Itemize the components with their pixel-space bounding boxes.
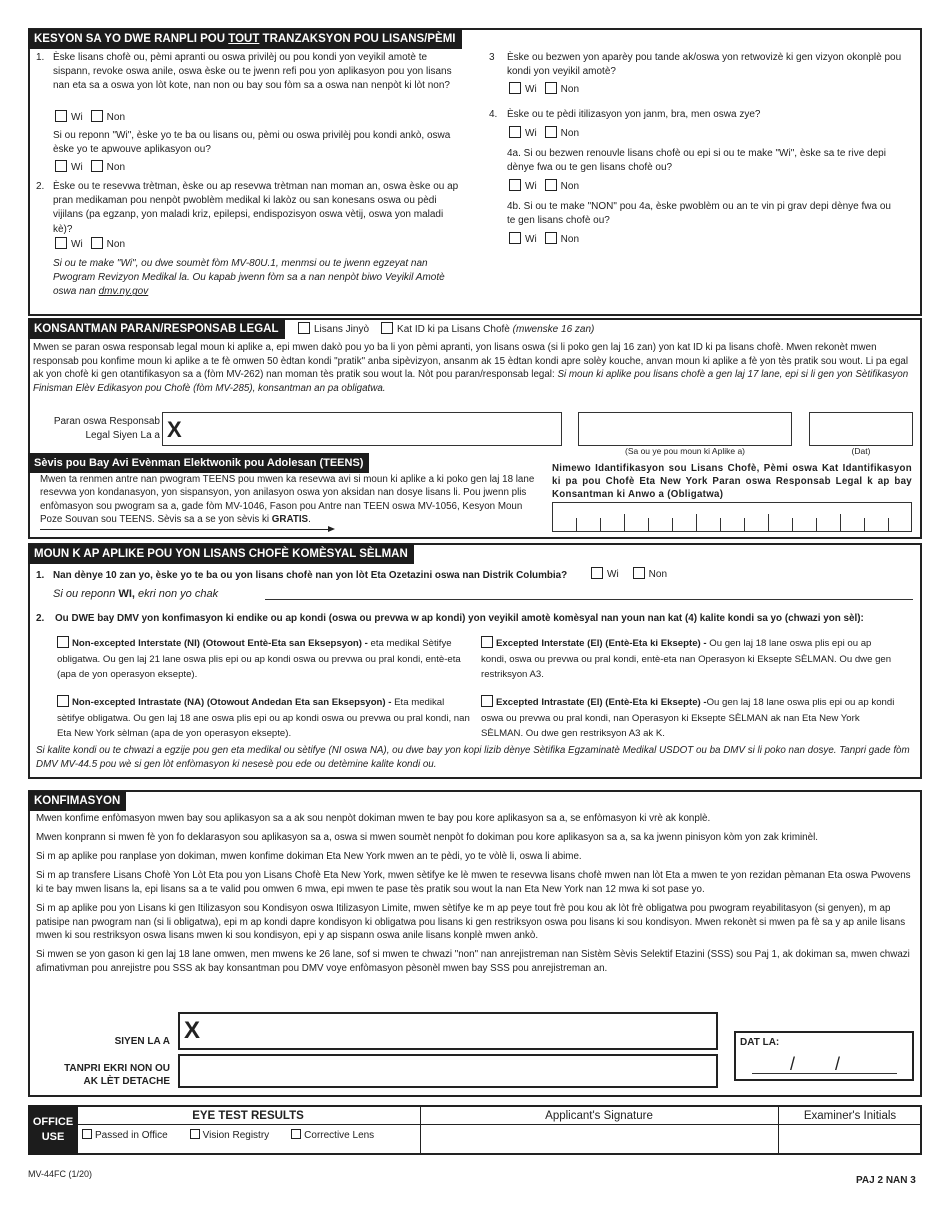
passed-in-office-checkbox[interactable]: [82, 1129, 92, 1139]
teens-arrow: [40, 529, 330, 530]
cdl-q1-no-checkbox[interactable]: [633, 567, 645, 579]
q3-answer: [509, 82, 579, 97]
relationship-label: (Sa ou ye pou moun ki Aplike a): [624, 446, 745, 456]
q2-answer: [55, 237, 125, 252]
q3-yes-checkbox[interactable]: [509, 82, 521, 94]
cdl-q1-answer: [591, 567, 667, 582]
parent-signature-label: Paran oswa Responsab Legal Siyen La a: [53, 416, 160, 442]
office-use-label: [28, 1105, 78, 1155]
q4b-answer: [509, 232, 579, 247]
signature-x: X: [184, 1017, 201, 1044]
na-checkbox[interactable]: [57, 695, 69, 707]
date-slash-2: /: [835, 1054, 841, 1074]
q2-number: 2.: [36, 181, 45, 192]
q2-yes-checkbox[interactable]: [55, 237, 67, 249]
parent-signature-field[interactable]: [162, 412, 562, 446]
applicant-signature-header: Applicant's Signature: [545, 1110, 653, 1122]
q4-answer: [509, 126, 579, 141]
q1-follow-text: Si ou reponn "Wi", èske yo te ba ou lisans ou, pèmi ou oswa privilèj pou kondi ankò, oswa èske yo te apwouve aplikasyon ou?: [53, 130, 451, 156]
corrective-lens-checkbox[interactable]: [291, 1129, 301, 1139]
q2-no-checkbox[interactable]: [91, 237, 103, 249]
teens-body: Mwen ta renmen antre nan pwogram TEENS pou mwen ka resevwa avi si moun ki aplike a ki poko gen laj 18 lane resevwa yon kondanasyon, yon sispansyon, yon anilasyon oswa yon aksidan nan dosye lisans li. Pou jwenn plis enfòmasyon sou pwogram sa a, gade fòm MV-1046, Fason pou Antre nan TEEN oswa MV-1056, Kesyon Moun Poze Souvan sou TEENS. Sèvis sa a se yon sèvis ki GRATIS.: [40, 474, 535, 525]
consent-body-note: Si moun ki aplike pou lisans chofè a gen laj 17 lane, epi si li gen yon Sètifikasyon Finisman Elèv Edikasyon pou Chofè (fòm MV-285), konsantman an pa obligatwa.: [33, 369, 909, 394]
teens-title: Sèvis pou Bay Avi Evènman Elektwonik pou Adolesan (TEENS): [28, 453, 369, 473]
q4-text: Èske ou te pèdi itilizasyon yon janm, bra, men oswa zye?: [507, 109, 761, 120]
id-digit-divider: [648, 518, 649, 532]
confirm-p2: Mwen konprann si mwen fè yon fo deklarasyon sou aplikasyon sa a, oswa si mwen soumèt nenpòt fo dokiman pou kore aplikasyon sa a, sa ka jwenn pinisyon kòm yon zak kriminèl.: [36, 832, 818, 843]
vision-registry-checkbox[interactable]: [190, 1129, 200, 1139]
consent-body-text: Mwen se paran oswa responsab legal moun ki aplike a, epi mwen dakò pou yo ba li yon pèmi apranti, yon lisans oswa (si li poko gen laj 16 zan) yon kat ID ki pa lisans chofè. Mwen rekonèt mwen responsab pou konfime moun ki aplike a te fè omwen 50 èdtan kondi "pratik" anba sipèvizyon, ansanm ak 15 èdtan kondi apre solèy kouche, anvan moun ki aplike a fè yon tès pratik sou wout. Li pa egal ak yon chofè ki gen otantifikasyon sa a (fòm MV-262) nan moman tès pratik sou wout la. Nòt pou paran/responsab legal:: [33, 342, 909, 381]
dmv-link[interactable]: dmv.ny.gov: [98, 286, 149, 298]
title-part: TRANZAKSYON POU LISANS/PÈMI: [259, 33, 456, 45]
id-digit-divider: [624, 514, 625, 532]
q4a-text: 4a. Si ou bezwen renouvle lisans chofè ou epi si ou te make "Wi", èske sa te rive depi dènye fwa ou te gen lisans chofè ou?: [507, 148, 886, 174]
confirm-p5: Si m ap aplike pou yon Lisans ki gen Itilizasyon sou Kondisyon oswa Itilizasyon Limite, mwen sètifye ke m ap peye tout frè pou kou ak lòt frè obligatwa pou pwogram reyabilitasyon (si genyen), m ap patisipe nan pwogram nan (si li obligatwa), epi m ap kondi dapre kondisyon ki obligatwa pou lisans ki gen restriksyon oswa pou lisans ki sou kondisyon. Mwen rekonèt si mwen pa fè sa y ap anile lisans mwen ki sou restriksyon oswa lisans mwen ki sou kondisyon, epi y ap sispann oswa anile lisans konplè mwen ankò.: [36, 903, 906, 942]
examiner-initials-header: Examiner's Initials: [803, 1110, 897, 1122]
q4a-no-checkbox[interactable]: [545, 179, 557, 191]
eye-test-header: EYE TEST RESULTS: [192, 1110, 304, 1122]
ei-body: Ou gen laj 18 lane oswa plis epi ou ap kondi, oswa ou prevwa ou pral kondi, entè-eta nan Operasyon ki Eksepte SÈLMAN. Ou dwe gen restriksyon A3.: [481, 638, 892, 681]
q1f-no-checkbox[interactable]: [91, 160, 103, 172]
no-label: Non: [648, 569, 668, 580]
id-digit-divider: [744, 518, 745, 532]
id-digit-divider: [888, 518, 889, 532]
confirm-p4: Si m ap transfere Lisans Chofè Yon Lòt Eta pou yon Lisans Chofè Eta New York, mwen sètifye ke lè mwen te resevwa lisans chofè mwen nan lòt Eta a mwen te yon rezidan pèmanan Eta oswa Pwovens ki te bay mwen lisans la, epi lisans sa a te valid pou omwen 6 mwa, epi mwen te pase tès pratik sou wout la nan Eta New York nan 12 mwa ki sot pase yo.: [36, 870, 911, 895]
teens-free: GRATIS: [271, 513, 309, 525]
ei-title: Excepted Interstate (EI) (Entè-Eta ki Eksepte) -: [496, 638, 707, 649]
yes-label: Wi: [71, 112, 83, 123]
no-label: Non: [560, 181, 580, 192]
id-digit-divider: [792, 518, 793, 532]
cdl-title: MOUN K AP APLIKE POU YON LISANS CHOFÈ KOMÈSYAL SÈLMAN: [28, 544, 414, 564]
follow-b: WI,: [118, 588, 135, 600]
print-label-2: AK LÈT DETACHE: [83, 1076, 170, 1087]
no-label: Non: [106, 112, 126, 123]
print-name-label: [40, 1062, 170, 1088]
ni-checkbox[interactable]: [57, 636, 69, 648]
q1-text: Èske lisans chofè ou, pèmi apranti ou oswa privilèj ou pou kondi yon veyikil amotè te sispann, revoke oswa anile, oswa èske ou te jwenn refi pou yon aplikasyon pou yon lisans nan eta sa a oswa yon lòt kote, nan non ou bay sou fòm sa a oswa nan nenpòt ki lòt non?: [53, 52, 452, 92]
cdl-q1-yes-checkbox[interactable]: [591, 567, 603, 579]
confirm-p1: Mwen konfime enfòmasyon mwen bay sou aplikasyon sa a ak sou nenpòt dokiman mwen te bay pou kore aplikasyon sa a, se enfòmasyon ki vrè ak konplè.: [36, 813, 711, 824]
signature-field[interactable]: [178, 1012, 718, 1050]
office-label-2: USE: [41, 1131, 65, 1144]
confirm-date-label: DAT LA:: [740, 1037, 780, 1048]
q3-no-checkbox[interactable]: [545, 82, 557, 94]
id-card-age-note: (mwenske 16 zan): [512, 324, 595, 335]
q1-number: 1.: [36, 52, 45, 63]
consent-options: [298, 322, 594, 337]
sign-here-label: SIYEN LA A: [114, 1036, 170, 1047]
option-ei: [481, 636, 896, 683]
yes-label: Wi: [525, 234, 537, 245]
id-digit-divider: [576, 518, 577, 532]
junior-license-label: Lisans Jinyò: [314, 324, 370, 335]
confirm-p6: Si mwen se yon gason ki gen laj 18 lane omwen, men mwens ke 26 lane, sof si mwen te chwazi "non" nan anrejistreman nan Sistèm Sèvis Selektif Etazini (SSS) sou Paj 1, ak dokiman sa, mwen chwazi afimativman pou anrejistre pou SSS ak bay konsantman pou DMV voye enfòmasyon pèsonèl mwen bay SSS pou anrejistreman an.: [36, 949, 910, 974]
yes-label: Wi: [607, 569, 619, 580]
yes-label: Wi: [525, 181, 537, 192]
consent-date-label: (Dat): [851, 446, 871, 456]
q4b-yes-checkbox[interactable]: [509, 232, 521, 244]
relationship-field[interactable]: [578, 412, 792, 446]
ea-body: Ou gen laj 18 lane oswa plis epi ou ap kondi oswa ou prevwa ou pral kondi, nan Operasyon ki Eksepte SÈLMAN ak nan Eta New York SÈLMAN. Ou dwe gen restriksyon A3 ak K.: [481, 697, 895, 740]
confirm-p3: Si m ap aplike pou ranplase yon dokiman, mwen konfime dokiman Eta New York mwen an te pèdi, yo te vòlè li, oswa li abime.: [36, 851, 582, 862]
q2-note-text: Si ou te make "Wi", ou dwe soumèt fòm MV-80U.1, menmsi ou te jwenn egzeyat nan Pwogram Revizyon Medikal la. Ou kapab jwenn fòm sa a nan nenpòt biwo Veyikil Amotè oswa nan: [53, 258, 445, 298]
q4a-answer: [509, 179, 579, 194]
follow-c: ekri non yo chak: [134, 588, 219, 600]
ni-body: eta medikal Sètifye obligatwa. Ou gen laj 21 lane oswa plis epi ou ap kondi oswa ou prevwa ou pral kondi, entè-eta (apa de yon operasyon eksepte).: [57, 638, 461, 681]
cdl-q1-number: 1.: [36, 570, 45, 581]
yes-label: Wi: [525, 84, 537, 95]
id-digit-divider: [768, 514, 769, 532]
cdl-q2-text: Ou DWE bay DMV yon konfimasyon ki endike ou ap kondi (oswa ou prevwa w ap kondi) yon veyikil amotè komèsyal nan youn nan kat (4) kalite kondi sa yo (chwazi yon sèl):: [55, 613, 864, 624]
q1-follow-answer: [55, 160, 125, 175]
option-ea: [481, 695, 896, 742]
parent-id-label: Nimewo Idantifikasyon sou Lisans Chofè, Pèmi oswa Kat Idantifikasyon ki pa pou Chofè Eta New York Paran oswa Responsab Legal k ap bay Konsantman ki Anwo a (Obligatwa): [552, 463, 912, 500]
q4-no-checkbox[interactable]: [545, 126, 557, 138]
id-digit-divider: [600, 518, 601, 532]
q3-number: 3: [489, 52, 495, 63]
option-ni: [57, 636, 467, 683]
q4b-text: 4b. Si ou te make "NON" pou 4a, èske pwoblèm ou an te vin pi grav depi dènye fwa ou te gen lisans chofè ou?: [507, 201, 891, 227]
ea-checkbox[interactable]: [481, 695, 493, 707]
ea-title: Excepted Intrastate (EI) (Entè-Eta ki Eksepte) -: [496, 697, 707, 708]
consent-date-field[interactable]: [809, 412, 913, 446]
title-part: KESYON SA YO DWE RANPLI POU: [34, 33, 229, 45]
section-questions-title: [28, 29, 462, 49]
id-card-checkbox[interactable]: [381, 322, 393, 334]
ni-title: Non-excepted Interstate (NI) (Otowout Entè-Eta san Eksepsyon) -: [72, 638, 368, 649]
q2-text: Èske ou te resevwa trètman, èske ou ap resevwa trètman nan moman an, oswa èske ou ap pran medikaman pou nenpòt pwoblèm medikal ki lakòz ou san konesans oswa ou pèdi vijilans (pa egzanp, yon maladi kriz, epilepsi, endispozisyon oswa vètij, oswa yon maladi kè)?: [53, 181, 459, 235]
ei-checkbox[interactable]: [481, 636, 493, 648]
consent-body: [33, 341, 917, 395]
q4a-yes-checkbox[interactable]: [509, 179, 521, 191]
q4b-no-checkbox[interactable]: [545, 232, 557, 244]
title-underlined: TOUT: [228, 33, 260, 45]
q1-yes-checkbox[interactable]: [55, 110, 67, 122]
yes-label: Wi: [71, 239, 83, 250]
option-na: [57, 695, 472, 742]
confirmation-title: KONFIMASYON: [28, 791, 126, 811]
id-digit-divider: [672, 518, 673, 532]
yes-label: Wi: [525, 128, 537, 139]
na-body: Eta medikal sètifye obligatwa. Ou gen laj 18 ane oswa plis epi ou ap kondi oswa ou prevwa ou pral kondi, nan Eta New York sèlman (apa de yon operasyon eksepte).: [57, 697, 470, 740]
no-label: Non: [106, 239, 126, 250]
id-digit-divider: [864, 518, 865, 532]
na-title: Non-excepted Intrastate (NA) (Otowout Andedan Eta san Eksepsyon) -: [72, 697, 392, 708]
yes-label: Wi: [71, 162, 83, 173]
no-label: Non: [560, 234, 580, 245]
q4-yes-checkbox[interactable]: [509, 126, 521, 138]
no-label: Non: [106, 162, 126, 173]
cdl-states-line[interactable]: [265, 599, 913, 600]
cdl-note: Si kalite kondi ou te chwazi a egzije pou gen eta medikal ou sètifye (NI oswa NA), ou dwe bay yon kopi lizib dènye Sètifika Egzaminatè Medikal USDOT ou ba DMV si li poko nan dosye. Tanpri gade fòm DMV MV-44.5 pou wè si gen lòt enfòmasyon ki nesesè pou ede ou detèmine kalite kondi ou.: [36, 745, 910, 770]
cdl-q1-follow: [53, 587, 218, 603]
no-label: Non: [560, 84, 580, 95]
date-slash-1: /: [790, 1054, 796, 1074]
id-digit-divider: [840, 514, 841, 532]
q1f-yes-checkbox[interactable]: [55, 160, 67, 172]
parent-signature-x: X: [167, 417, 182, 442]
teens-body-text: Mwen ta renmen antre nan pwogram TEENS pou mwen ka resevwa avi si moun ki aplike a ki poko gen laj 18 lane resevwa yon kondanasyon, yon sispansyon, yon anilasyon oswa yon aksidan nan dosye lisans li. Pou jwenn plis enfòmasyon sou pwogram sa a, gade fòm MV-1046, Fason pou Antre nan TEEN oswa MV-1056, Kesyon Moun Poze Souvan sou TEENS. Sèvis sa a se yon sèvis ki: [40, 474, 535, 525]
teens-arrow-head: [328, 526, 335, 532]
lens-label: Corrective Lens: [304, 1130, 375, 1141]
id-card-label: Kat ID ki pa Lisans Chofè: [397, 324, 513, 335]
id-digit-divider: [720, 518, 721, 532]
no-label: Non: [560, 128, 580, 139]
q4-number: 4.: [489, 109, 498, 120]
passed-label: Passed in Office: [95, 1130, 168, 1141]
q1-answer: [55, 110, 125, 125]
cdl-q1-text: Nan dènye 10 zan yo, èske yo te ba ou yon lisans chofè nan yon lòt Eta Ozetazini oswa nan Distrik Columbia?: [53, 570, 568, 581]
id-digit-divider: [696, 514, 697, 532]
q2-note: [53, 257, 453, 300]
registry-label: Vision Registry: [202, 1130, 270, 1141]
id-digit-divider: [816, 518, 817, 532]
follow-a: Si ou reponn: [53, 588, 119, 600]
page-number: PAJ 2 NAN 3: [856, 1175, 916, 1186]
confirm-date-line: [752, 1073, 897, 1074]
eye-test-options: [82, 1129, 374, 1143]
q3-text: Èske ou bezwen yon aparèy pou tande ak/oswa yon retwovizè ki gen vizyon okonplè pou kondi yon veyikil amotè?: [507, 52, 902, 78]
print-label-1: TANPRI EKRI NON OU: [64, 1063, 170, 1074]
form-number: MV-44FC (1/20): [28, 1169, 93, 1179]
junior-license-checkbox[interactable]: [298, 322, 310, 334]
print-name-field[interactable]: [178, 1054, 718, 1088]
cdl-q2-number: 2.: [36, 613, 45, 624]
consent-title: KONSANTMAN PARAN/RESPONSAB LEGAL: [28, 319, 285, 339]
parent-id-ticks: [552, 514, 912, 532]
office-label-1: OFFICE: [32, 1116, 74, 1128]
q1-no-checkbox[interactable]: [91, 110, 103, 122]
